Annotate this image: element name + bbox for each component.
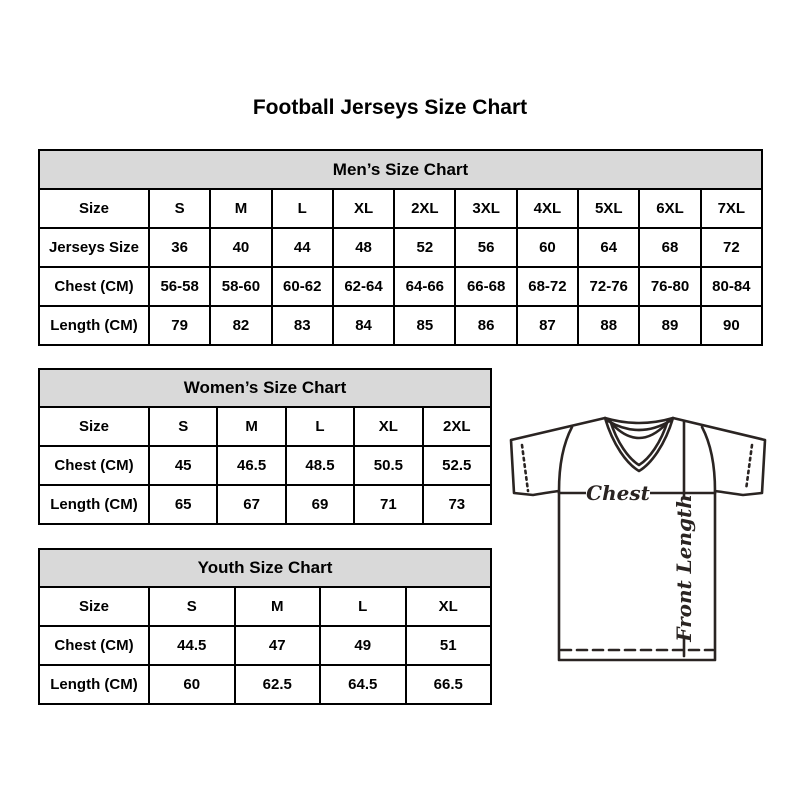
size-value-cell: 65: [149, 485, 217, 524]
size-value-cell: 88: [578, 306, 639, 345]
size-value-cell: 52: [394, 228, 455, 267]
size-value-cell: M: [217, 407, 285, 446]
size-value-cell: 71: [354, 485, 422, 524]
row-label: Chest (CM): [39, 626, 149, 665]
size-value-cell: 60-62: [272, 267, 333, 306]
table-row: [39, 189, 762, 228]
womens-table-title: Women’s Size Chart: [39, 369, 491, 407]
size-value-cell: 85: [394, 306, 455, 345]
size-value-cell: 76-80: [639, 267, 700, 306]
size-value-cell: 79: [149, 306, 210, 345]
size-value-cell: 60: [517, 228, 578, 267]
size-value-cell: 60: [149, 665, 235, 704]
size-value-cell: XL: [406, 587, 492, 626]
size-value-cell: 62.5: [235, 665, 321, 704]
table-title-row: [39, 150, 762, 189]
row-label: Length (CM): [39, 306, 149, 345]
size-value-cell: 48.5: [286, 446, 354, 485]
size-value-cell: 58-60: [210, 267, 271, 306]
size-value-cell: 47: [235, 626, 321, 665]
table-title-row: [39, 549, 491, 587]
row-label: Length (CM): [39, 665, 149, 704]
table-title-row: [39, 369, 491, 407]
size-value-cell: 87: [517, 306, 578, 345]
size-value-cell: 40: [210, 228, 271, 267]
size-value-cell: 68-72: [517, 267, 578, 306]
size-value-cell: 44: [272, 228, 333, 267]
size-value-cell: 50.5: [354, 446, 422, 485]
row-label: Size: [39, 407, 149, 446]
size-value-cell: 69: [286, 485, 354, 524]
size-value-cell: 72: [701, 228, 762, 267]
jersey-outline: [511, 418, 765, 660]
size-value-cell: 90: [701, 306, 762, 345]
size-value-cell: XL: [354, 407, 422, 446]
table-row: [39, 626, 491, 665]
size-value-cell: 2XL: [394, 189, 455, 228]
size-value-cell: XL: [333, 189, 394, 228]
chest-label: Chest: [586, 481, 650, 505]
size-value-cell: 45: [149, 446, 217, 485]
size-value-cell: 62-64: [333, 267, 394, 306]
mens-table-title: Men’s Size Chart: [39, 150, 762, 189]
size-value-cell: 7XL: [701, 189, 762, 228]
size-value-cell: 82: [210, 306, 271, 345]
size-value-cell: 66.5: [406, 665, 492, 704]
table-row: [39, 587, 491, 626]
size-value-cell: 89: [639, 306, 700, 345]
size-value-cell: S: [149, 189, 210, 228]
table-row: [39, 306, 762, 345]
size-value-cell: 56: [455, 228, 516, 267]
size-value-cell: 52.5: [423, 446, 491, 485]
table-row: [39, 407, 491, 446]
mens-size-table: [38, 149, 763, 346]
youth-table-title: Youth Size Chart: [39, 549, 491, 587]
size-value-cell: L: [286, 407, 354, 446]
size-value-cell: 2XL: [423, 407, 491, 446]
size-value-cell: 73: [423, 485, 491, 524]
table-row: [39, 267, 762, 306]
size-value-cell: M: [210, 189, 271, 228]
row-label: Chest (CM): [39, 446, 149, 485]
size-value-cell: S: [149, 407, 217, 446]
row-label: Size: [39, 587, 149, 626]
size-value-cell: 67: [217, 485, 285, 524]
row-label: Size: [39, 189, 149, 228]
row-label: Length (CM): [39, 485, 149, 524]
size-value-cell: 83: [272, 306, 333, 345]
page-title: Football Jerseys Size Chart: [252, 96, 528, 119]
size-value-cell: 80-84: [701, 267, 762, 306]
size-value-cell: 48: [333, 228, 394, 267]
womens-size-table: [38, 368, 492, 525]
size-value-cell: 6XL: [639, 189, 700, 228]
size-value-cell: S: [149, 587, 235, 626]
size-value-cell: 84: [333, 306, 394, 345]
jersey-illustration: [502, 398, 772, 670]
table-row: [39, 446, 491, 485]
size-value-cell: 49: [320, 626, 406, 665]
table-row: [39, 485, 491, 524]
table-row: [39, 228, 762, 267]
size-value-cell: L: [320, 587, 406, 626]
size-value-cell: 56-58: [149, 267, 210, 306]
size-value-cell: 64-66: [394, 267, 455, 306]
size-value-cell: M: [235, 587, 321, 626]
youth-size-table: [38, 548, 492, 705]
size-value-cell: 68: [639, 228, 700, 267]
size-value-cell: 66-68: [455, 267, 516, 306]
size-value-cell: 44.5: [149, 626, 235, 665]
size-value-cell: L: [272, 189, 333, 228]
size-value-cell: 72-76: [578, 267, 639, 306]
size-value-cell: 64.5: [320, 665, 406, 704]
size-value-cell: 3XL: [455, 189, 516, 228]
size-value-cell: 51: [406, 626, 492, 665]
front-length-label: Front Length: [672, 494, 696, 642]
size-value-cell: 4XL: [517, 189, 578, 228]
table-row: [39, 665, 491, 704]
size-value-cell: 46.5: [217, 446, 285, 485]
jersey-measurement-diagram: [502, 398, 772, 670]
size-value-cell: 5XL: [578, 189, 639, 228]
size-value-cell: 64: [578, 228, 639, 267]
row-label: Jerseys Size: [39, 228, 149, 267]
row-label: Chest (CM): [39, 267, 149, 306]
size-value-cell: 86: [455, 306, 516, 345]
size-value-cell: 36: [149, 228, 210, 267]
